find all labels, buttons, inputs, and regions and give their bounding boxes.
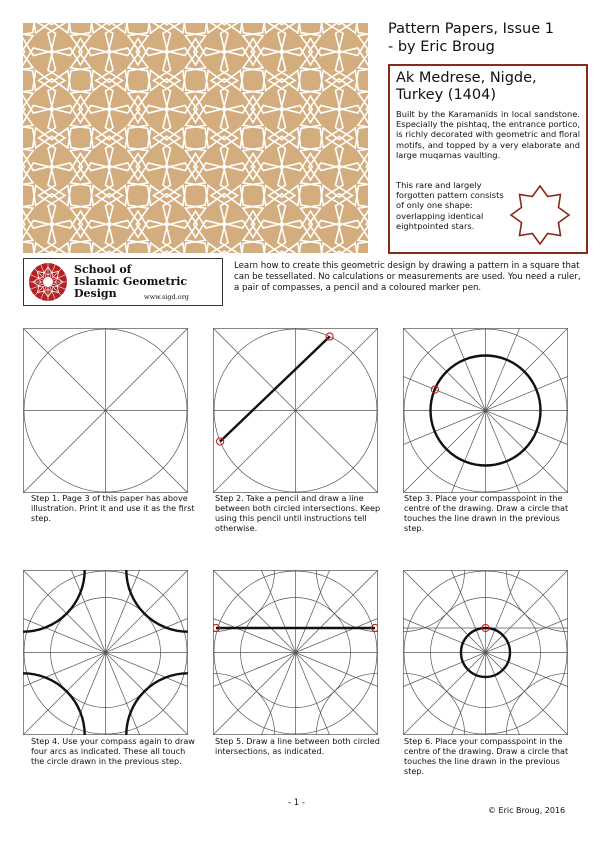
intro-text: Learn how to create this geometric design by drawing a pattern in a square that can be tessellated. No calculations or measurements are used. You need a ruler, a pair of compasses, a pencil and a coloured marker pen. <box>234 261 581 293</box>
series-title-line2: - by Eric Broug <box>388 39 495 55</box>
pattern-illustration <box>23 23 368 253</box>
info-box <box>388 64 588 254</box>
school-url: www.sigd.org <box>144 293 189 301</box>
step-5-caption: Step 5. Draw a line between both circled intersections, as indicated. <box>215 736 380 756</box>
monument-title <box>396 70 584 104</box>
step-5-figure <box>213 570 378 735</box>
school-name-line1: School of <box>74 263 132 276</box>
step-1-figure <box>23 328 188 493</box>
step-4-caption: Step 4. Use your compass again to draw four arcs as indicated. These all touch the circle drawn in the previous step. <box>31 736 195 766</box>
step-2-figure <box>213 328 378 493</box>
step-6-figure <box>403 570 568 735</box>
eight-point-star-icon <box>504 184 576 246</box>
monument-title-line2: Turkey (1404) <box>396 87 497 103</box>
series-title-line1: Pattern Papers, Issue 1 <box>388 21 554 37</box>
school-logo <box>23 258 223 306</box>
monument-title-line1: Ak Medrese, Nigde, <box>396 70 537 86</box>
monument-description: Built by the Karamanids in local sandstone. Especially the pishtaq, the entrance portico, is richly decorated with geometric and floral motifs, and topped by a very elaborate and large muqarnas vaulting. <box>396 109 580 160</box>
page-number: - 1 - <box>288 798 305 808</box>
step-6-caption: Step 6. Place your compasspoint in the centre of the drawing. Draw a circle that touches the line drawn in the previous step. <box>404 736 569 776</box>
drawn-line <box>220 337 330 442</box>
step-1-caption: Step 1. Page 3 of this paper has above illustration. Print it and use it as the first step. <box>31 493 195 523</box>
step-3-figure <box>403 328 568 493</box>
step-3-caption: Step 3. Place your compasspoint in the centre of the drawing. Draw a circle that touches the line drawn in the previous step. <box>404 493 569 533</box>
copyright: © Eric Broug, 2016 <box>488 806 566 815</box>
series-title <box>388 20 588 56</box>
step-2-caption: Step 2. Take a pencil and draw a line between both circled intersections. Keep using this pencil until instructions tell otherwise. <box>215 493 381 533</box>
school-name-line2: Islamic Geometric Design <box>74 275 188 300</box>
step-4-figure <box>23 570 188 735</box>
pattern-description: This rare and largely forgotten pattern consists of only one shape: overlapping identical eightpointed stars. <box>396 180 504 231</box>
rosette-emblem-icon <box>28 262 68 302</box>
